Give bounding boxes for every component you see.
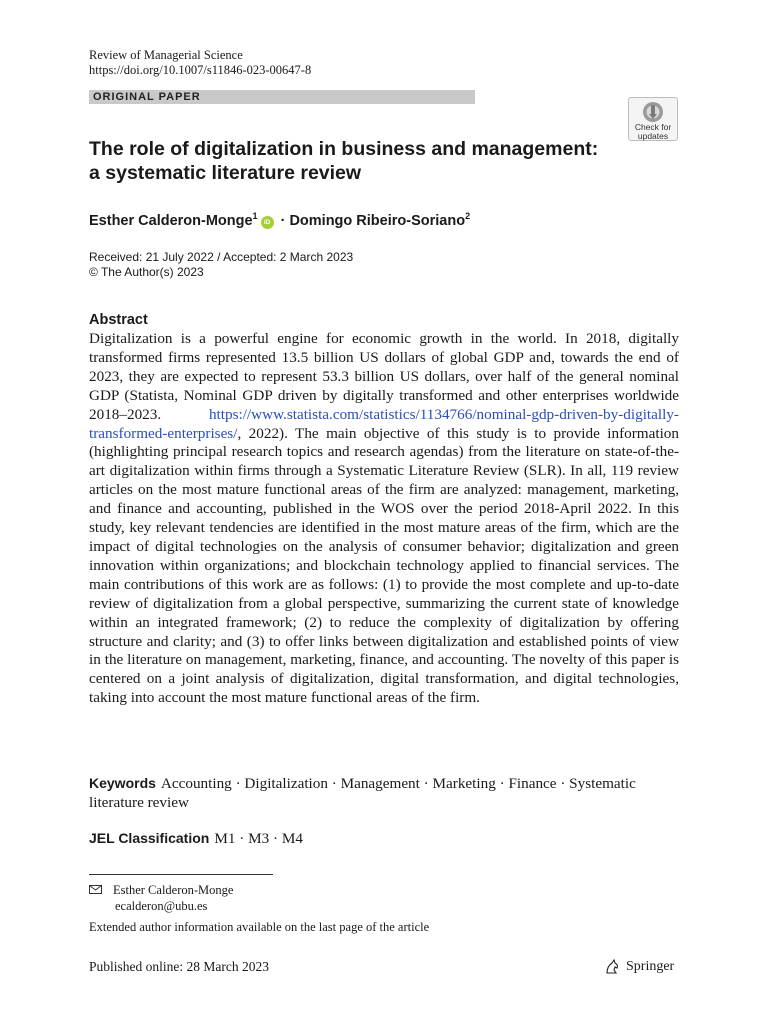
- author-name[interactable]: Esther Calderon-Monge: [89, 212, 253, 229]
- springer-horse-icon: [604, 959, 620, 975]
- jel-classification: [89, 829, 303, 848]
- article-dates: [89, 250, 353, 280]
- published-date: Published online: 28 March 2023: [89, 959, 269, 974]
- jel-text: M1 · M3 · M4: [214, 830, 303, 847]
- orcid-icon[interactable]: iD: [261, 216, 274, 229]
- abstract-text: [89, 330, 679, 708]
- envelope-icon: [89, 882, 103, 898]
- title-line-2: a systematic literature review: [89, 162, 362, 184]
- doi-link[interactable]: https://doi.org/10.1007/s11846-023-00647-8: [89, 63, 312, 77]
- copyright: © The Author(s) 2023: [89, 265, 204, 279]
- paper-type-banner: ORIGINAL PAPER: [89, 90, 475, 104]
- title-line-1: The role of digitalization in business and management:: [89, 138, 599, 160]
- check-for-updates-badge[interactable]: [628, 97, 678, 141]
- badge-line-2: updates: [637, 131, 669, 141]
- keywords: [89, 774, 679, 812]
- keywords-text: Accounting · Digitalization · Management · Marketing · Finance · Systematic literature review: [89, 775, 636, 811]
- keywords-label: Keywords: [89, 775, 156, 791]
- corresponding-author: [89, 882, 233, 914]
- affiliation-marker: 1: [252, 211, 258, 221]
- received-accepted: Received: 21 July 2022 / Accepted: 2 March 2023: [89, 250, 354, 264]
- journal-name: Review of Managerial Science: [89, 48, 243, 62]
- jel-label: JEL Classification: [89, 830, 210, 846]
- author-separator: ·: [276, 212, 290, 229]
- crossmark-icon: [642, 101, 664, 123]
- badge-line-1: Check for: [634, 122, 672, 132]
- author-name[interactable]: Domingo Ribeiro-Soriano: [289, 212, 466, 229]
- corresponding-name: Esther Calderon-Monge: [113, 883, 234, 897]
- abstract-part-1: Digitalization is a powerful engine for economic growth in the world. In 2018, digitally transformed firms represented 13.5 billion US dollars of global GDP and, towards the end of 2023, they are expected to represent 53.3 billion US dollars, over half of the general nominal GDP (Statista, Nominal GDP driven by digitally transformed and other enterprises worldwide 2018–2023.: [89, 330, 679, 423]
- article-title: [89, 137, 649, 185]
- publisher: [604, 959, 674, 975]
- statista-link[interactable]: https://www.statista.com/statistics/1134766/nominal-gdp-driven-by-digitally-transformed-enterprises/: [89, 405, 679, 442]
- extended-author-info: Extended author information available on the last page of the article: [89, 920, 430, 934]
- author-list: [89, 207, 470, 230]
- footnote-divider: [89, 874, 273, 875]
- corresponding-email[interactable]: ecalderon@ubu.es: [115, 899, 208, 913]
- affiliation-marker: 2: [465, 211, 471, 221]
- journal-info: [89, 48, 311, 78]
- publisher-name: Springer: [626, 959, 675, 974]
- abstract-heading: Abstract: [89, 312, 148, 328]
- abstract-part-2: , 2022). The main objective of this study is to provide information (highlighting principal research topics and research agendas) from the literature on state-of-the-art digitalization within firms through a Systematic Literature Review (SLR). In all, 119 review articles on the most mature functional areas of the firm are analyzed: management, marketing, and finance and accounting, published in the WOS over the period 2018-April 2022. In this study, key relevant tendencies are identified in the most mature areas of the firm, which are the impact of digital technologies on the analysis of consumer behavior; digitalization and green innovation within organizations; and blockchain technology applied to financial services. The main contributions of this work are as follows: (1) to provide the most complete and up-to-date review of digitalization from a global perspective, summarizing the current state of knowledge within an integrated framework; (2) to reduce the complexity of digitalization by offering structure and clarity; and (3) to offer links between digitalization and established points of view in the literature on management, marketing, finance, and accounting. The novelty of this paper is centered on a joint analysis of digitalization, digital transformation, and digital technologies, taking into account the most mature functional areas of the firm.: [89, 424, 679, 707]
